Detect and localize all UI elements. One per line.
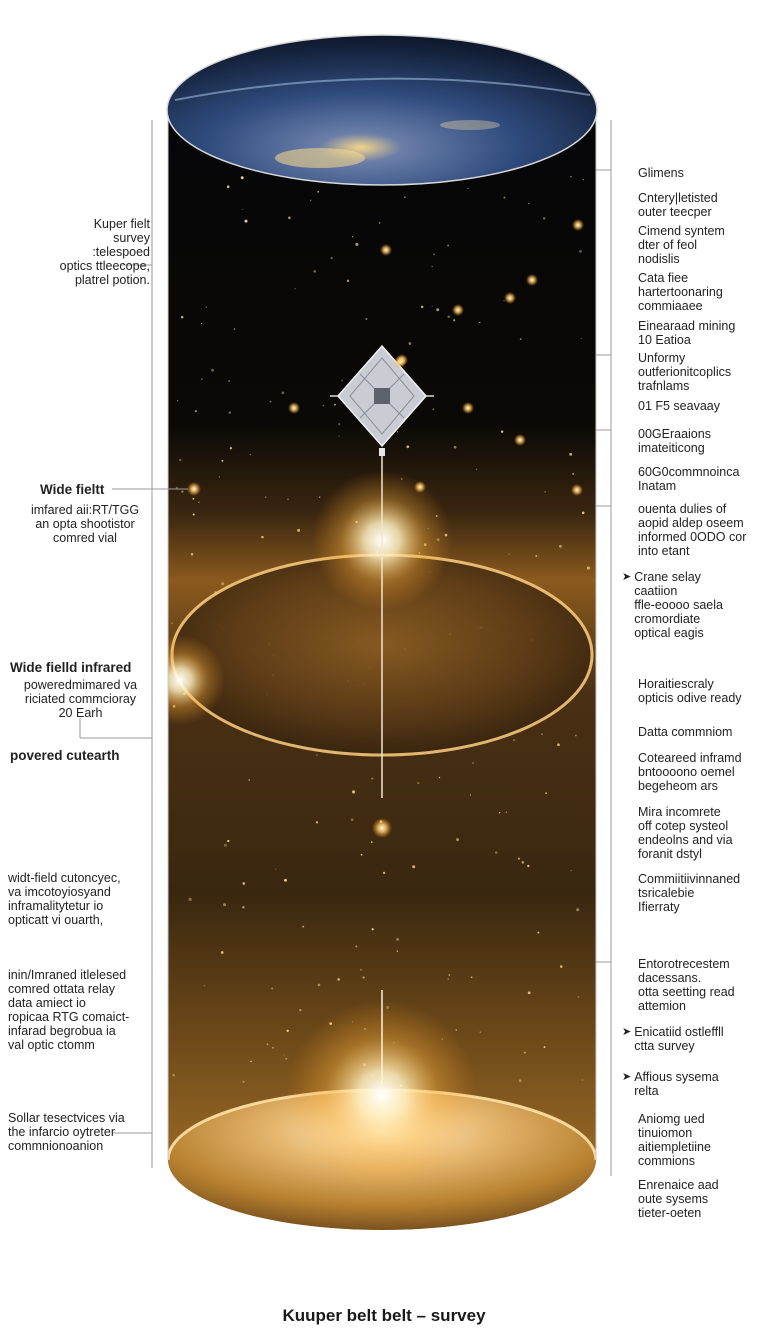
right-label-11-text: Crane selay caatiion ffle-eoooo saela cromordiate optical eagis — [634, 570, 723, 640]
earth-top-disc — [167, 35, 597, 185]
right-label-1: Glimens — [638, 166, 684, 180]
right-label-4: Cata fiee hartertoonaring commiaaee — [638, 271, 723, 313]
figure-caption: Kuuper belt belt – survey — [282, 1306, 486, 1325]
left-marker-star — [187, 482, 201, 496]
right-label-15: Mira incomrete off cotep systeol endeolns and via foranit dstyl — [638, 805, 733, 861]
right-label-19-text: Affious sysema relta — [634, 1070, 719, 1098]
right-label-20: Aniomg ued tinuiomon aitiempletiine commions — [638, 1112, 711, 1168]
right-label-11 — [622, 570, 762, 640]
left-label-5: poweredmimared va riciated commcioray 20 Earh — [23, 678, 138, 720]
right-leader-lines — [596, 120, 611, 1176]
right-label-13: Datta commniom — [638, 725, 733, 739]
left-label-3: imfared aii:RT/TGG an opta shootistor comred vial — [30, 503, 140, 545]
right-label-17: Entorotrecestem dacessans. otta seetting read attemion — [638, 957, 735, 1013]
right-label-14: Coteareed inframd bntoooono oemel begeheom ars — [638, 751, 742, 793]
left-label-2: Wide fieltt — [40, 482, 105, 497]
right-label-19 — [622, 1070, 762, 1098]
left-label-6: povered cutearth — [10, 748, 120, 763]
arrow-icon: ➤ — [622, 1071, 632, 1083]
left-label-8: inin/Imraned itlelesed comred ottata relay data amiect io ropicaa RTG comaict- infarad begrobua ia val optic ctomm — [8, 968, 130, 1052]
right-label-8: 00GEraaions imateiticong — [638, 427, 711, 455]
right-label-18-text: Enicatiid ostleffll ctta survey — [634, 1025, 724, 1053]
arrow-icon: ➤ — [622, 1026, 632, 1038]
right-label-21: Enrenaice aad oute sysems tieter-oeten — [638, 1178, 719, 1220]
left-label-4: Wide fielld infrared — [10, 660, 132, 675]
right-label-12: Horaitiescraly opticis odive ready — [638, 677, 742, 705]
right-label-6: Unformy outferionitcoplics trafnlams — [638, 351, 732, 393]
right-label-7: 01 F5 seavaay — [638, 399, 720, 413]
right-label-2: Cntery|letisted outer teecper — [638, 191, 718, 219]
left-label-9: Sollar tesectvices via the infarcio oytreter commnionoanion — [8, 1111, 125, 1153]
right-label-16: Commiitiivinnaned tsricalebie Ifierraty — [638, 872, 741, 914]
left-label-1: Kuper fielt survey :telespoed optics ttleecope, platrel potion. — [59, 217, 150, 287]
right-label-9: 60G0commnoinca Inatam — [638, 465, 740, 493]
right-label-3: Cimend syntem dter of feol nodislis — [638, 224, 725, 266]
right-label-5: Einearaad mining 10 Eatioa — [638, 319, 736, 347]
left-label-7: widt-field cutoncyec, va imcotoyiosyand inframalitytetur io opticatt vi ouarth, — [8, 871, 121, 927]
right-label-18 — [622, 1025, 762, 1053]
right-label-10: ouenta dulies of aopid aldep oseem informed 0ODO cor into etant — [638, 502, 747, 558]
arrow-icon: ➤ — [622, 571, 632, 583]
